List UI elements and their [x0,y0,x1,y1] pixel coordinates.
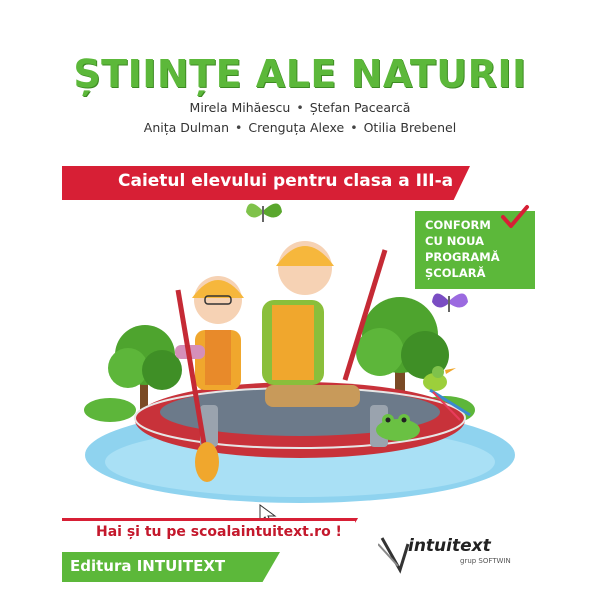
badge-line: ȘCOLARĂ [425,266,486,280]
boy-character [262,241,360,407]
checkmark-icon [500,204,530,230]
promo-link[interactable]: Hai și tu pe scoalaintuitext.ro ! [96,524,342,540]
authors-line-1 [0,98,600,118]
logo-name: intuitext [408,536,491,556]
author: Anița Dulman [143,120,230,135]
butterfly-icon [432,293,468,312]
authors-line-2 [0,118,600,138]
separator: • [296,100,304,115]
publisher-label: Editura INTUITEXT [70,557,226,575]
authors [0,98,600,138]
author: Crenguța Alexe [248,120,345,135]
author: Mirela Mihăescu [189,100,291,115]
book-title: ȘTIINȚE ALE NATURII [73,52,527,96]
badge-line: CU NOUA [425,234,485,248]
butterfly-icon [246,203,282,222]
author: Ștefan Pacearcă [309,100,411,115]
cursor-icon [260,505,275,520]
separator: • [350,120,358,135]
author: Otilia Brebenel [363,120,457,135]
subtitle: Caietul elevului pentru clasa a III-a [118,171,454,191]
badge-line: CONFORM [425,218,491,232]
separator: • [235,120,243,135]
logo-subtitle: grup SOFTWIN [460,557,511,565]
badge-line: PROGRAMĂ [425,250,500,264]
